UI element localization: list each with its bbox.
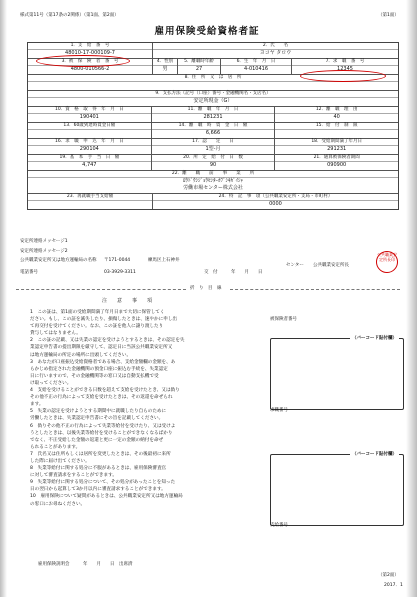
notes-list: 1 この証は、第1面の受給期間満了年月日まで大切に保管してく ださい。もし、この証を滅失したり、損傷したときは、速やかに申し出 て再交付を受けてください。なお、この証を他人に譲り渡したり 貸与してはなりません。 2 この証の記載、又は失業の認定を受けようとするときは、その認定を失 業認定申告書の提出期限を厳守して、認定日に当該公共職業安定所又 は地方運輸局の所定の場所に出頭してください。 3 あなたが口座振込受給資格者である場合、支給金額欄の金額を、あ らかじめ指定された金融機関の預金口座に振込む手続を、失業認定 日に行いますので、その金融機関等の窓口又は自動支払機で受 け取ってください。 4 支給を受けることができる日数を超えて支給を受けたとき、又は偽り その他不正の行為によって支給を受けたときは、その返還を命ぜられ ます。 5 失業の認定を受けようとする期間中に就職したり自らのために 労働したときは、失業認定申告書にその旨を記載してください。 6 偽りその他不正の行為によって失業等給付を受けたり、又は受けよ うとしたときは、以後失業等給付を受けることができなくなるばかり でなく、不正受給した金額の返還と更に一定の金額の納付を命ぜ られることがあります。 7 氏名又は住所もしくは居所を変更したときは、その後最初に来所 した際に届け出てください。 8 失業等給付に関する処分に不服があるときは、雇用保険審査官 に対して審査請求をすることができます。 9 失業等給付に関する処分について、その処分があったことを知った 日の翌日から起算して3か月以内に審査請求することができます。 10 雇用保険について疑問があるときは、公共職業安定所又は地方運輸局 の窓口にお尋ねください。 — [30, 310, 185, 507]
employer-kana: ﾛｳﾄﾞｳｼｼﾞｮｳｾﾝﾀｰｶﾌﾞｼｷｶﾞｲｼｬ — [182, 178, 243, 184]
document-title: 雇用保険受給資格者証 — [154, 26, 260, 37]
insured-number-cell: 3．被 保 険 者 番 号 4800-010566-2 — [28, 59, 153, 74]
name-value: ヨコヤ タロウ — [259, 50, 292, 56]
age-cell: 5．離職時年齢 27 — [178, 59, 221, 74]
payment-method-cell: 9．支払方法（記号（口座）番号・金融機関名・支店名） 安定所現金（G） — [28, 91, 398, 106]
notes-heading: 注 意 事 項 — [102, 298, 153, 304]
payment-number-value: 48010-17-000109-7 — [65, 50, 115, 56]
job-number-cell: 7．求 職 番 号 12345 — [292, 59, 398, 74]
birthdate-cell: 6．生 年 月 日 4-010416 — [221, 59, 292, 74]
fold-line-left — [16, 289, 186, 290]
highlight-oval — [36, 55, 130, 67]
sex-cell: 4．性別 男 — [153, 59, 178, 74]
table-row — [28, 171, 398, 194]
fold-label: 折 り 目 線 — [190, 286, 222, 291]
table-row: 13．60歳到達時賃金日額 14．離 職 時 賃 金 日 額 6,666 15．給 付 制 限 — [28, 123, 398, 139]
fold-line-right — [230, 289, 400, 290]
former-employer-cell: 22．離 職 前 事 業 所 ﾛｳﾄﾞｳｼｼﾞｮｳｾﾝﾀｰｶﾌﾞｼｷｶﾞｲｼｬ 労働市場センター株式会社 — [28, 171, 398, 193]
table-row: 10．資 格 取 得 年 月 日 190401 11．離 職 年 月 日 281231 12．離 職 理 由 40 — [28, 107, 398, 123]
version-year: 2017．1 — [384, 583, 403, 588]
highlight-oval — [300, 70, 386, 82]
certificate-table — [27, 42, 399, 210]
employer-name: 労働市場センター株式会社 — [183, 185, 243, 191]
barcode-box — [270, 338, 404, 410]
table-row — [28, 91, 398, 107]
insured-number-value: 4800-010566-2 — [70, 66, 110, 72]
table-row: 23．再就職手当支給額 24．特 記 事 項（公共職業安定所・支局・市町村） 0000 — [28, 194, 398, 209]
document-page: 様式第11号（第17条の2関係）（第1面、第2面） （第1面） 雇用保険受給資格者証 1．支 給 番 号 48010-17-000109-7 2．氏 名 ヨコヤ タロウ 3．被 保 険 者 番 号 4800-010566-2 4．性別 男 5．離職時年齢 27 6．生 年 月 日 4-010416 7．求 職 番 号 12345 8．住 所 又 は 居 所 9．支払方法（記号（口座）番号・金融機関名・支店名） 安定所現金（G） 10．資 格 取 得 年 月 日 190401 11．離 職 年 月 日 281231 12．離 職 理 由 40 13．60歳到達時賃金日額 14．離 職 時 賃 金 日 額 6,666 15．給 付 制 限 16．求 職 申 込 年 月 日 290104 17．認 定 日 1型-月 18．受給期間満了年月日 291231 19．基 本 手 当 日 額 4,747 20．所 定 給 付 日 数 90 21．通算被保険者期間 090900 22．離 職 前 事 業 所 ﾛｳﾄﾞｳｼｼﾞｮｳｾﾝﾀｰｶﾌﾞｼｷｶﾞｲｼｬ 労働市場センター株式会社 23．再就職手当支給額 24．特 記 事 項（公共職業安定所・支局・市町村） 0000 安定所連絡メッセージ1 安定所連絡メッセージ2 公共職業安定所又は地方運輸局の名称 〒171-0044 練馬区上石神井 電話番号 03-3929-3311 交 付 年 月 日 センター 公共職業安定所長 公共職業安定所長印 折 り 目 線 注 意 事 項 1 この証は、第1面の受給期間満了年月日まで大切に保管してく ださい。もし、この証を滅失したり、損傷したときは、速やかに申し出 て再交付を受けてください。なお、この証を他人に譲り渡したり 貸与してはなりません。 2 この証の記載、又は失業の認定を受けようとするときは、その認定を失 業認定申告書の提出期限を厳守して、認定日に当該公共職業安定所又 は地方運輸局の所定の場所に出頭してください。 3 あなたが口座振込受給資格者である場合、支給金額欄の金額を、あ らかじめ指定された金融機関の預金口座に振込む手続を、失業認定 日に行いますので、その金融機関等の窓口又は自動支払機で受 け取ってください。 4 支給を受けることができる日数を超えて支給を受けたとき、又は偽り その他不正の行為によって支給を受けたときは、その返還を命ぜられ ます。 5 失業の認定を受けようとする期間中に就職したり自らのために 労働したときは、失業認定申告書にその旨を記載してください。 6 偽りその他不正の行為によって失業等給付を受けたり、又は受けよ うとしたときは、以後失業等給付を受けることができなくなるばかり でなく、不正受給した金額の返還と更に一定の金額の納付を命ぜ られることがあります。 7 氏名又は住所もしくは居所を変更したときは、その後最初に来所 した際に届け出てください。 8 失業等給付に関する処分に不服があるときは、雇用保険審査官 に対して審査請求をすることができます。 9 失業等給付に関する処分について、その処分があったことを知った 日の翌日から起算して3か月以内に審査請求することができます。 10 雇用保険について疑問があるときは、公共職業安定所又は地方運輸局 の窓口にお尋ねください。 雇用保険説明会 年 月 日 出席済 被保険者番号 （バーコード貼付欄） 求職番号 （バーコード貼付欄） 支給番号 （第2面） 2017．1 — [8, 0, 406, 597]
table-row: 19．基 本 手 当 日 額 4,747 20．所 定 給 付 日 数 90 21．通算被保険者期間 090900 — [28, 155, 398, 171]
page-label: （第1面） — [378, 13, 399, 18]
address-cell: 8．住 所 又 は 居 所 — [28, 75, 398, 90]
form-number: 様式第11号（第17条の2関係）（第1面、第2面） — [20, 13, 119, 18]
barcode-box — [270, 454, 404, 526]
job-number-value: 12345 — [337, 66, 353, 72]
name-cell: 2．氏 名 ヨコヤ タロウ — [153, 43, 398, 58]
payment-number-cell: 1．支 給 番 号 48010-17-000109-7 — [28, 43, 153, 58]
table-row: 16．求 職 申 込 年 月 日 290104 17．認 定 日 1型-月 18．受給期間満了年月日 291231 — [28, 139, 398, 155]
office-seal: 公共職業安定所長印 — [376, 251, 398, 273]
page2-label: （第2面） — [378, 573, 399, 578]
seminar-attendance: 雇用保険説明会 年 月 日 出席済 — [38, 562, 133, 567]
